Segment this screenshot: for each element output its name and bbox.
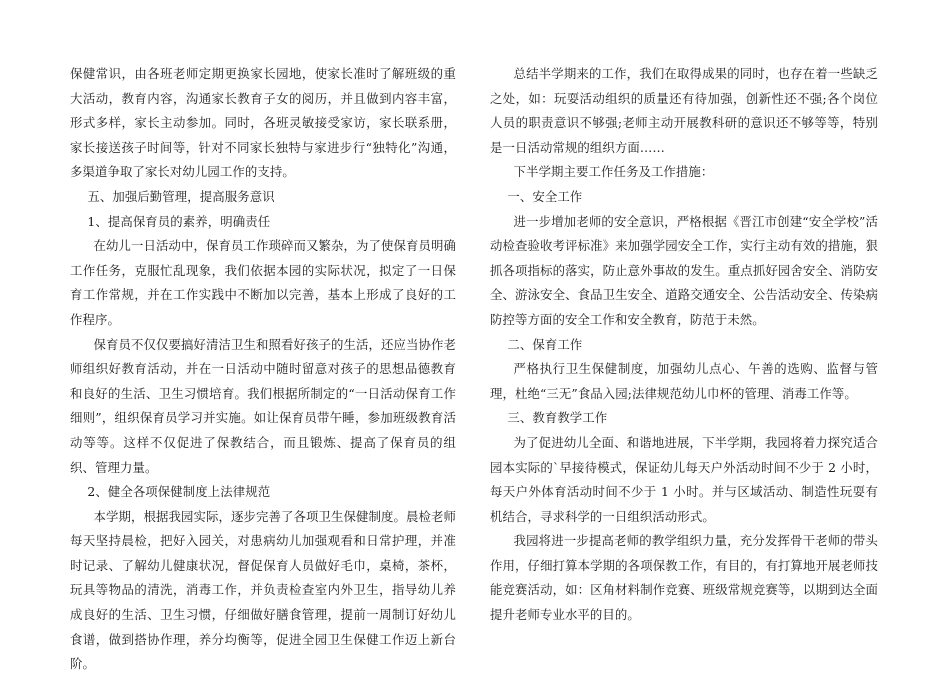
section-heading-childcare: 二、保育工作 xyxy=(507,336,583,352)
paragraph-semester-summary: 总结半学期来的工作，我们在取得成果的同时，也存在着一些缺乏之处，如：玩耍活动组织的质量还有待加强，创新性还不强;各个岗位人员的职责意识不够强;老师主动开展教科研的意识还不够等等，特别是一日活动常规的组织方面…… xyxy=(490,66,878,155)
paragraph-safety-work: 进一步增加老师的安全意识，严格根据《晋江市创建“安全学校”活动检查验收考评标准》来加强学园安全工作，实行主动有效的措施，狠抓各项指标的落实，防止意外事故的发生。重点抓好园舍安全、消防安全、游泳安全、食品卫生安全、道路交通安全、公告活动安全、传染病防控等方面的安全工作和安全教育，防范于未然。 xyxy=(490,213,878,327)
paragraph-caregiver-routine: 在幼儿一日活动中，保育员工作琐碎而又繁杂，为了使保育员明确工作任务，克服忙乱现象，我们依据本园的实际状况，拟定了一日保育工作常规，并在工作实践中不断加以完善，基本上形成了良好的工作程序。 xyxy=(70,238,456,327)
paragraph-parent-communication: 保健常识，由各班老师定期更换家长园地，使家长准时了解班级的重大活动，教育内容，沟通家长教育子女的阅历，并且做到内容丰富，形式多样，家长主动参加。同时，各班灵敏接受家访，家长联系册，家长接送孩子时间等，针对不同家长独特与家进步行“独特化”沟通，多渠道争取了家长对幼儿园工作的支持。 xyxy=(70,66,456,180)
subheading-health-system: 2、健全各项保健制度上法律规范 xyxy=(87,484,271,500)
left-column xyxy=(70,62,456,677)
right-column xyxy=(490,62,878,628)
paragraph-next-semester-intro: 下半学期主要工作任务及工作措施： xyxy=(513,164,714,180)
paragraph-teaching-activities: 为了促进幼儿全面、和谐地进展，下半学期，我园将着力探究适合园本实际的`早接待模式，保证幼儿每天户外活动时间不少于 2 小时，每天户外体育活动时间不少于 1 小时。并与区域活动、制造性玩耍有机结合，寻求科学的一日组织活动形式。 xyxy=(490,434,878,524)
paragraph-teacher-skills: 我园将进一步提高老师的教学组织力量，充分发挥骨干老师的带头作用，仔细打算本学期的各项保教工作，有目的，有打算地开展老师技能竞赛活动，如：区角材料制作竞赛、班级常规竞赛等，以期到达全面提升老师专业水平的目的。 xyxy=(490,533,878,623)
section-heading-safety: 一、安全工作 xyxy=(507,188,583,204)
subheading-caregiver-quality: 1、提高保育员的素养，明确责任 xyxy=(87,213,271,229)
paragraph-health-care: 本学期，根据我园实际，逐步完善了各项卫生保健制度。晨检老师每天坚持晨检，把好入园关，对患病幼儿加强观看和日常护理，并准时记录、了解幼儿健康状况，督促保育人员做好毛巾，桌椅，茶杯，玩具等物品的清洗，消毒工作，并负责检查室内外卫生，指导幼儿养成良好的生活、卫生习惯，仔细做好膳食管理，提前一周制订好幼儿食谱，做到搭协作理，养分均衡等，促进全园卫生保健工作迈上新台阶。 xyxy=(70,508,456,672)
paragraph-childcare-work: 严格执行卫生保健制度，加强幼儿点心、午善的选购、监督与管理，杜绝“三无”食品入园;法律规范幼儿巾杯的管理、消毒工作等。 xyxy=(490,361,878,401)
section-heading-teaching: 三、教育教学工作 xyxy=(507,410,608,426)
section-heading-logistics: 五、加强后勤管理，提高服务意识 xyxy=(87,188,275,204)
paragraph-caregiver-education: 保育员不仅仅要搞好清洁卫生和照看好孩子的生活，还应当协作老师组织好教育活动，并在一日活动中随时留意对孩子的思想品德教育和良好的生活、卫生习惯培育。我们根据所制定的“一日活动保育工作细则”，组织保育员学习并实施。如让保育员带午睡，参加班级教育活动等等。这样不仅促进了保教结合，而且锻炼、提高了保育员的组织、管理力量。 xyxy=(70,336,456,475)
